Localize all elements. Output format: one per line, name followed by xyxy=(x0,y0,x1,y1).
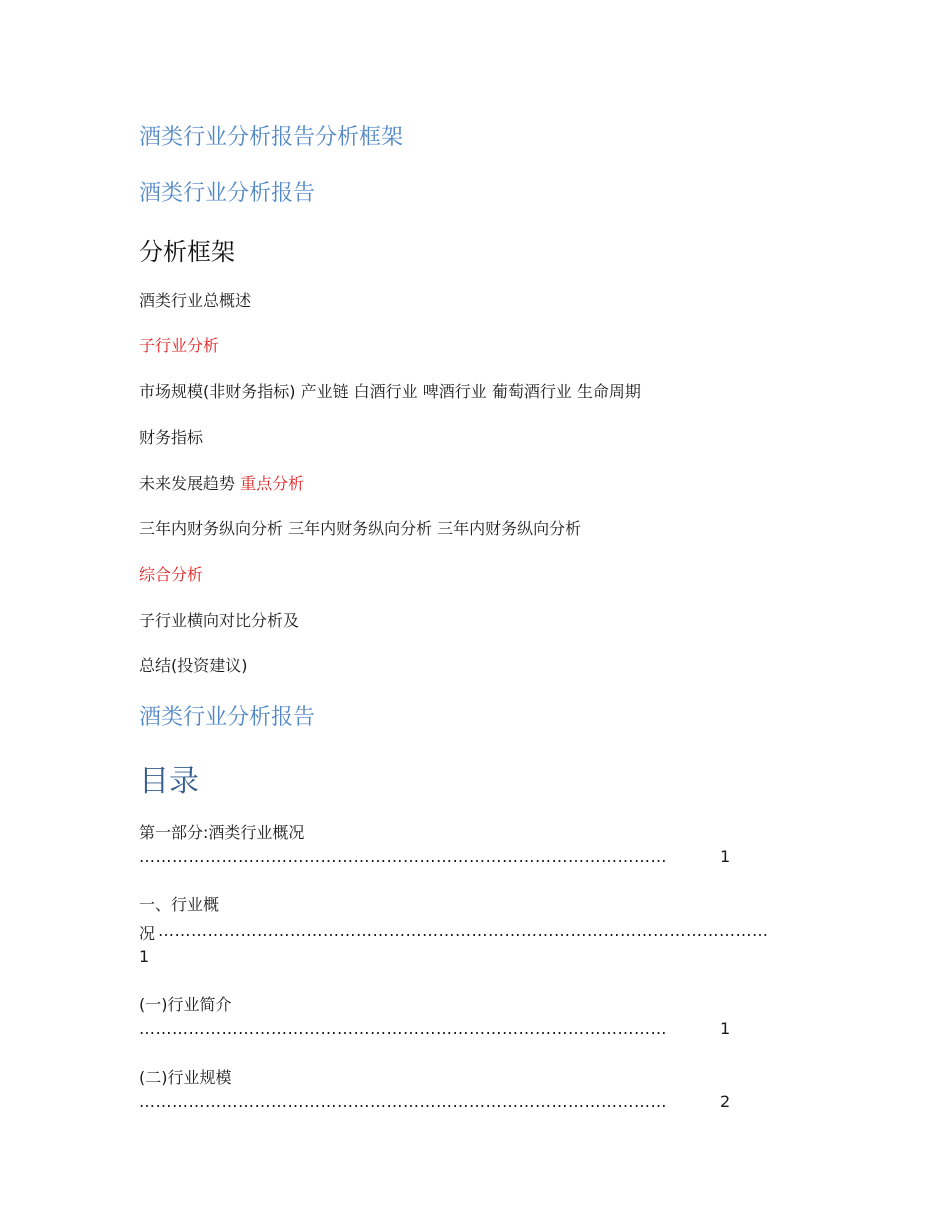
comprehensive-heading: 综合分析 xyxy=(139,565,204,584)
sub-industry-items: 市场规模(非财务指标) 产业链 白酒行业 啤酒行业 葡萄酒行业 生命周期 xyxy=(139,382,641,401)
toc-page-number: 2 xyxy=(720,1092,731,1111)
report-framework-title: 酒类行业分析报告分析框架 xyxy=(139,125,404,150)
sub-industry-heading: 子行业分析 xyxy=(139,336,220,355)
toc-entry-label[interactable]: (二)行业规模 xyxy=(139,1068,232,1087)
toc-leader: …………………………………………………………………………………… xyxy=(139,1092,667,1111)
summary-line: 总结(投资建议) xyxy=(139,656,248,675)
toc-page-number: 1 xyxy=(139,947,150,966)
toc-title: 目录 xyxy=(139,764,199,799)
toc-entry-label[interactable]: 第一部分:酒类行业概况 xyxy=(139,823,305,842)
horizontal-comparison-line: 子行业横向对比分析及 xyxy=(139,611,300,630)
key-analysis-label: 重点分析 xyxy=(240,474,305,493)
toc-leader: ………………………………………………………………………………………………… xyxy=(158,921,769,940)
vertical-analysis-line: 三年内财务纵向分析 三年内财务纵向分析 三年内财务纵向分析 xyxy=(139,519,582,538)
toc-entry-label[interactable]: (一)行业简介 xyxy=(139,995,232,1014)
framework-heading: 分析框架 xyxy=(139,238,235,266)
overview-line: 酒类行业总概述 xyxy=(139,291,252,310)
toc-entry-label[interactable]: 一、行业概 xyxy=(139,895,220,914)
future-trend-text: 未来发展趋势 xyxy=(139,474,236,493)
financial-indicators-line: 财务指标 xyxy=(139,428,204,447)
toc-entry-label-continuation: 况 xyxy=(139,924,156,943)
future-trend-line xyxy=(139,471,304,494)
toc-page-number: 1 xyxy=(720,847,731,866)
toc-page-number: 1 xyxy=(720,1019,731,1038)
toc-leader: …………………………………………………………………………………… xyxy=(139,1019,667,1038)
toc-leader: …………………………………………………………………………………… xyxy=(139,847,667,866)
report-title: 酒类行业分析报告 xyxy=(139,181,316,206)
report-title-repeat: 酒类行业分析报告 xyxy=(139,705,316,730)
